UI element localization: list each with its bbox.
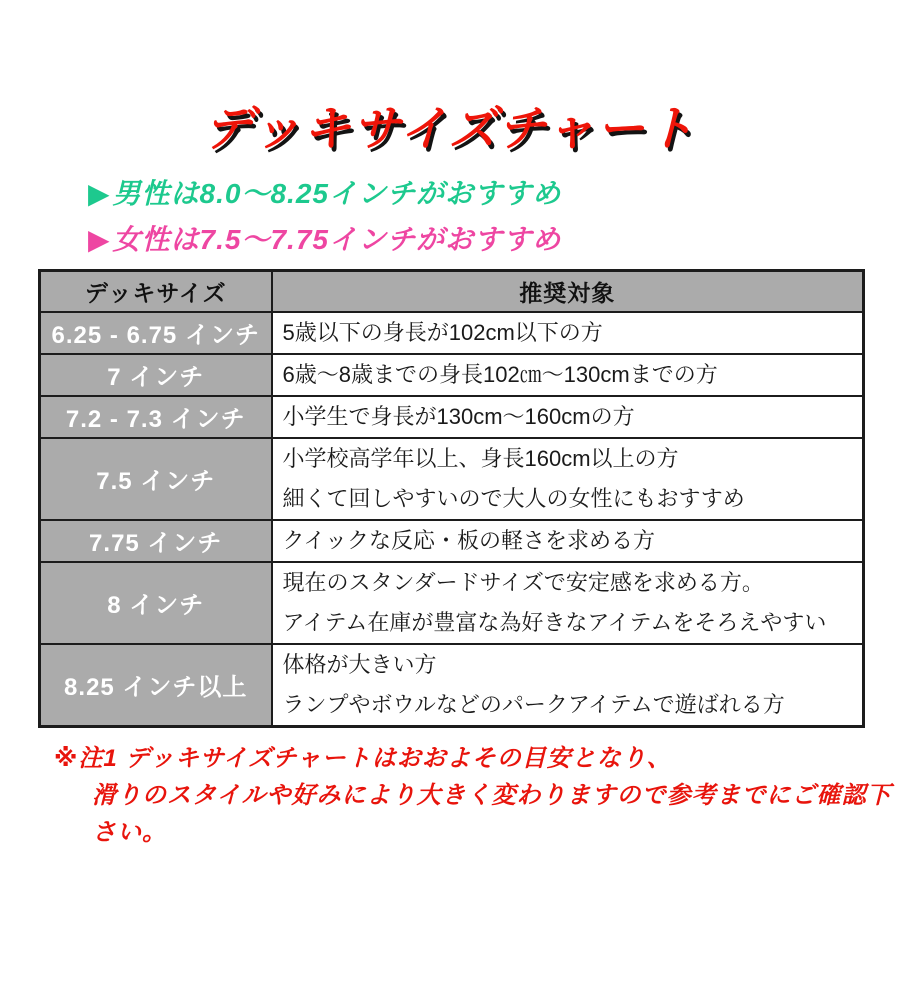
description-line: ランプやボウルなどのパークアイテムで遊ばれる方: [282, 691, 785, 717]
description-cell: [272, 396, 864, 438]
description-cell: [272, 438, 864, 520]
triangle-bullet-icon: ▶: [88, 224, 111, 255]
recommendation-women-text: 女性は7.5〜7.75インチがおすすめ: [112, 224, 562, 255]
description-line: 5歳以下の身長が102cm以下の方: [282, 319, 603, 345]
description-line: アイテム在庫が豊富な為好きなアイテムをそろえやすい: [282, 609, 827, 635]
description-line: 小学校高学年以上、身長160cm以上の方: [282, 445, 679, 471]
table-header-row: [40, 271, 864, 312]
column-header-recommended: 推奨対象: [272, 271, 864, 312]
table-row: [40, 312, 864, 354]
table-row: [40, 438, 864, 520]
table-row: [40, 644, 864, 727]
table-row: [40, 562, 864, 644]
size-value: 7.75 インチ: [40, 520, 272, 562]
page-title: デッキサイズチャート: [203, 103, 697, 156]
footnote-line-2: 滑りのスタイルや好みにより大きく変わりますので参考までにご確認下さい。: [92, 781, 892, 846]
recommendation-men-text: 男性は8.0〜8.25インチがおすすめ: [112, 178, 562, 209]
triangle-bullet-icon: ▶: [88, 178, 111, 209]
description-cell: [272, 644, 864, 727]
size-chart-table: [38, 269, 865, 728]
description-line: 現在のスタンダードサイズで安定感を求める方。: [282, 569, 764, 595]
description-cell: [272, 562, 864, 644]
deck-size-chart-page: [0, 90, 900, 990]
description-cell: [272, 520, 864, 562]
size-value: 7.5 インチ: [40, 438, 272, 520]
description-line: 体格が大きい方: [282, 651, 437, 677]
footnote-line-1: ※注1 デッキサイズチャートはおおよその目安となり、: [54, 744, 672, 772]
table-row: [40, 520, 864, 562]
size-value: 8.25 インチ以上: [40, 644, 272, 727]
description-line: 細くて回しやすいので大人の女性にもおすすめ: [282, 485, 745, 511]
size-value: 7 インチ: [40, 354, 272, 396]
description-line: 6歳〜8歳までの身長102㎝〜130cmまでの方: [282, 361, 718, 387]
footnotes: [0, 740, 900, 851]
table-row: [40, 396, 864, 438]
description-line: 小学生で身長が130cm〜160cmの方: [282, 403, 635, 429]
description-cell: [272, 354, 864, 396]
recommendation-women: [88, 223, 900, 256]
size-value: 7.2 - 7.3 インチ: [40, 396, 272, 438]
size-value: 8 インチ: [40, 562, 272, 644]
description-line: クイックな反応・板の軽さを求める方: [282, 527, 655, 553]
recommendation-men: [88, 177, 900, 210]
recommendations: [88, 177, 900, 256]
size-value: 6.25 - 6.75 インチ: [40, 312, 272, 354]
table-row: [40, 354, 864, 396]
description-cell: [272, 312, 864, 354]
column-header-deck-size: デッキサイズ: [40, 271, 272, 312]
